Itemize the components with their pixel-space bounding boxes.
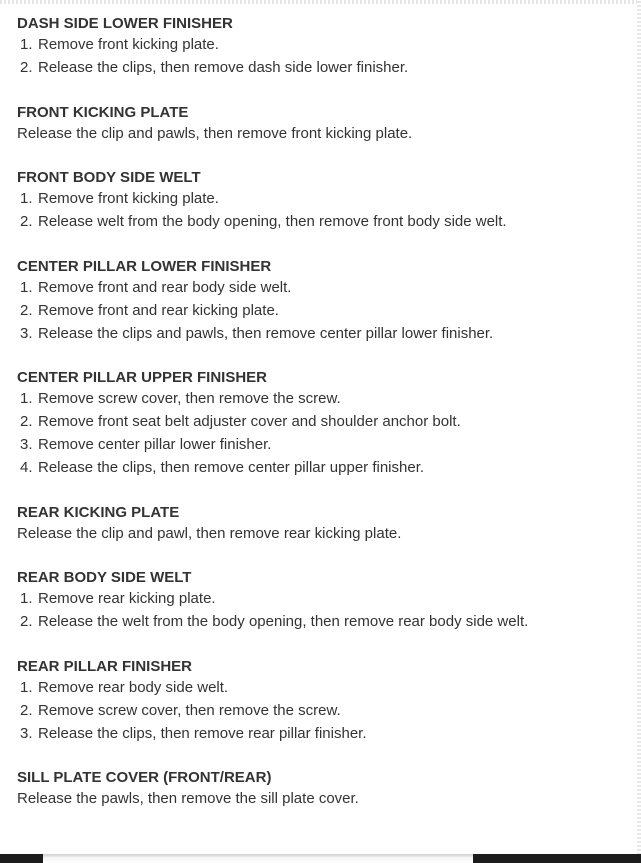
section-heading: DASH SIDE LOWER FINISHER — [17, 15, 233, 32]
section — [17, 657, 632, 745]
step-text: Remove rear kicking plate. — [38, 590, 216, 608]
section — [17, 103, 632, 146]
step-text: Remove front and rear body side welt. — [38, 278, 292, 296]
step-text: Remove rear body side welt. — [38, 678, 229, 696]
step-item — [17, 434, 632, 457]
step-number: 1. — [20, 678, 33, 696]
step-text: Remove center pillar lower finisher. — [38, 435, 272, 453]
section — [17, 14, 632, 80]
step-number: 1. — [20, 190, 33, 208]
step-item — [17, 457, 632, 480]
step-number: 2. — [20, 301, 33, 319]
section-heading: CENTER PILLAR UPPER FINISHER — [17, 369, 268, 387]
step-text: Release the welt from the body opening, then remove rear body side welt. — [38, 613, 529, 631]
step-item — [17, 57, 632, 80]
step-list — [17, 388, 632, 479]
step-item — [17, 300, 632, 323]
section-heading: REAR BODY SIDE WELT — [17, 569, 192, 587]
step-list — [17, 188, 632, 234]
step-number: 2. — [20, 213, 33, 231]
section-heading: FRONT KICKING PLATE — [17, 103, 189, 121]
procedure-document — [17, 14, 632, 811]
step-text: Remove front and rear kicking plate. — [38, 301, 279, 319]
step-item — [17, 677, 632, 700]
step-text: Remove screw cover, then remove the screw. — [38, 390, 341, 408]
section — [17, 768, 632, 811]
section — [17, 168, 632, 234]
section-paragraph: Release the clip and pawls, then remove front kicking plate. — [17, 124, 413, 142]
horizontal-scrollbar[interactable] — [43, 854, 473, 863]
step-number: 2. — [20, 701, 33, 719]
step-number: 3. — [20, 435, 33, 453]
step-number: 1. — [20, 390, 33, 408]
section — [17, 368, 632, 479]
step-list — [17, 588, 632, 634]
section — [17, 503, 632, 546]
step-number: 2. — [20, 613, 33, 631]
step-number: 1. — [20, 278, 33, 296]
step-list — [17, 277, 632, 345]
step-number: 3. — [20, 324, 33, 342]
step-item — [17, 211, 632, 234]
step-item — [17, 323, 632, 346]
step-item — [17, 388, 632, 411]
bottom-bar-right — [473, 854, 641, 863]
section-heading: REAR PILLAR FINISHER — [17, 657, 193, 675]
step-number: 1. — [20, 590, 33, 608]
step-text: Remove screw cover, then remove the screw. — [38, 701, 341, 719]
step-text: Release the clips, then remove center pillar upper finisher. — [38, 458, 425, 476]
section-heading: CENTER PILLAR LOWER FINISHER — [17, 257, 272, 275]
step-number: 3. — [20, 724, 33, 742]
step-number: 4. — [20, 458, 33, 476]
bottom-bar-left — [0, 854, 43, 863]
step-text: Remove front kicking plate. — [38, 36, 219, 53]
step-item — [17, 34, 632, 57]
step-item — [17, 700, 632, 723]
step-item — [17, 188, 632, 211]
step-text: Release welt from the body opening, then remove front body side welt. — [38, 213, 507, 231]
section-paragraph: Release the pawls, then remove the sill plate cover. — [17, 790, 359, 808]
step-item — [17, 611, 632, 634]
step-text: Release the clips, then remove dash side lower finisher. — [38, 58, 409, 76]
step-text: Release the clips and pawls, then remove center pillar lower finisher. — [38, 324, 494, 342]
right-scrollbar-edge[interactable] — [637, 0, 641, 863]
section-heading: FRONT BODY SIDE WELT — [17, 169, 201, 187]
section — [17, 568, 632, 634]
section-heading: REAR KICKING PLATE — [17, 503, 180, 521]
step-number: 2. — [20, 413, 33, 431]
step-item — [17, 277, 632, 300]
top-edge — [0, 0, 641, 4]
step-item — [17, 723, 632, 746]
step-list — [17, 677, 632, 745]
step-text: Release the clips, then remove rear pillar finisher. — [38, 724, 367, 742]
section — [17, 257, 632, 345]
step-list — [17, 34, 632, 80]
step-number: 1. — [20, 36, 33, 53]
section-heading: SILL PLATE COVER (FRONT/REAR) — [17, 769, 272, 787]
section-paragraph: Release the clip and pawl, then remove rear kicking plate. — [17, 524, 402, 542]
step-number: 2. — [20, 58, 33, 76]
step-item — [17, 588, 632, 611]
step-text: Remove front seat belt adjuster cover and shoulder anchor bolt. — [38, 413, 461, 431]
step-item — [17, 411, 632, 434]
bottom-bar — [0, 854, 641, 863]
step-text: Remove front kicking plate. — [38, 190, 219, 208]
